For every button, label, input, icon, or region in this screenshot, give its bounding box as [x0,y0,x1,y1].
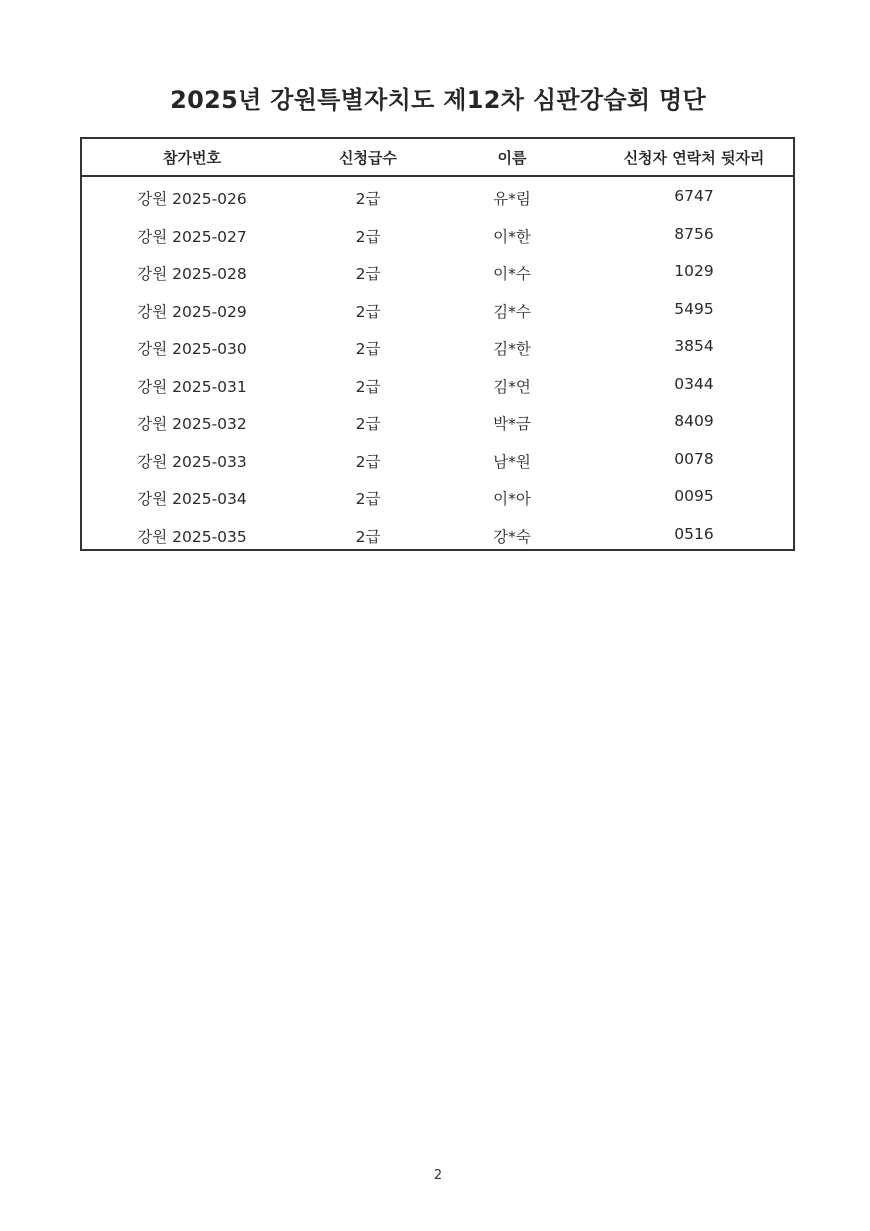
grade-cell: 2급 [355,190,381,208]
header-applied-grade: 신청급수 [339,149,397,167]
document-title: 2025년 강원특별자치도 제12차 심판강습회 명단 [170,86,706,114]
grade-cell: 2급 [355,227,381,246]
participant-table [80,137,795,551]
phone-digits-cell: 0078 [674,449,714,468]
header-participant-number: 참가번호 [163,149,221,167]
phone-digits-cell: 5495 [674,299,714,318]
table-row [82,402,793,440]
participant-number-cell: 강원 2025-030 [137,340,247,358]
participant-number-cell: 강원 2025-027 [137,227,247,246]
grade-cell: 2급 [355,340,381,358]
grade-cell: 2급 [355,490,381,508]
participant-number-cell: 강원 2025-034 [137,490,247,508]
name-cell: 이*한 [493,227,531,246]
table-row [82,252,793,290]
phone-digits-cell: 1029 [674,262,714,280]
phone-digits-cell: 0516 [674,524,714,543]
grade-cell: 2급 [355,265,381,283]
participant-number-cell: 강원 2025-033 [137,452,247,471]
table-body [82,177,793,552]
name-cell: 유*림 [493,190,531,208]
participant-number-cell: 강원 2025-026 [137,190,247,208]
header-phone-last-digits: 신청자 연락처 뒷자리 [623,149,765,167]
table-row [82,440,793,478]
table-row [82,215,793,253]
phone-digits-cell: 8409 [674,412,714,430]
grade-cell: 2급 [355,377,381,396]
page-number: 2 [433,1168,443,1183]
phone-digits-cell: 0344 [674,374,714,393]
phone-digits-cell: 6747 [674,187,714,205]
participant-number-cell: 강원 2025-032 [137,415,247,433]
name-cell: 이*수 [493,265,531,283]
phone-digits-cell: 3854 [674,337,714,355]
name-cell: 이*아 [493,490,531,508]
grade-cell: 2급 [355,452,381,471]
table-row [82,290,793,328]
table-row [82,177,793,215]
participant-number-cell: 강원 2025-029 [137,302,247,321]
name-cell: 김*한 [493,340,531,358]
phone-digits-cell: 0095 [674,487,714,505]
participant-number-cell: 강원 2025-028 [137,265,247,283]
table-row [82,515,793,553]
table-row [82,327,793,365]
table-row [82,365,793,403]
participant-number-cell: 강원 2025-035 [137,527,247,546]
header-name: 이름 [497,149,527,167]
name-cell: 김*연 [493,377,531,396]
name-cell: 김*수 [493,302,531,321]
grade-cell: 2급 [355,302,381,321]
table-row [82,477,793,515]
grade-cell: 2급 [355,527,381,546]
grade-cell: 2급 [355,415,381,433]
name-cell: 남*원 [493,452,531,471]
name-cell: 강*숙 [493,527,531,546]
table-header-row [82,139,793,177]
participant-number-cell: 강원 2025-031 [137,377,247,396]
phone-digits-cell: 8756 [674,224,714,243]
name-cell: 박*금 [493,415,531,433]
